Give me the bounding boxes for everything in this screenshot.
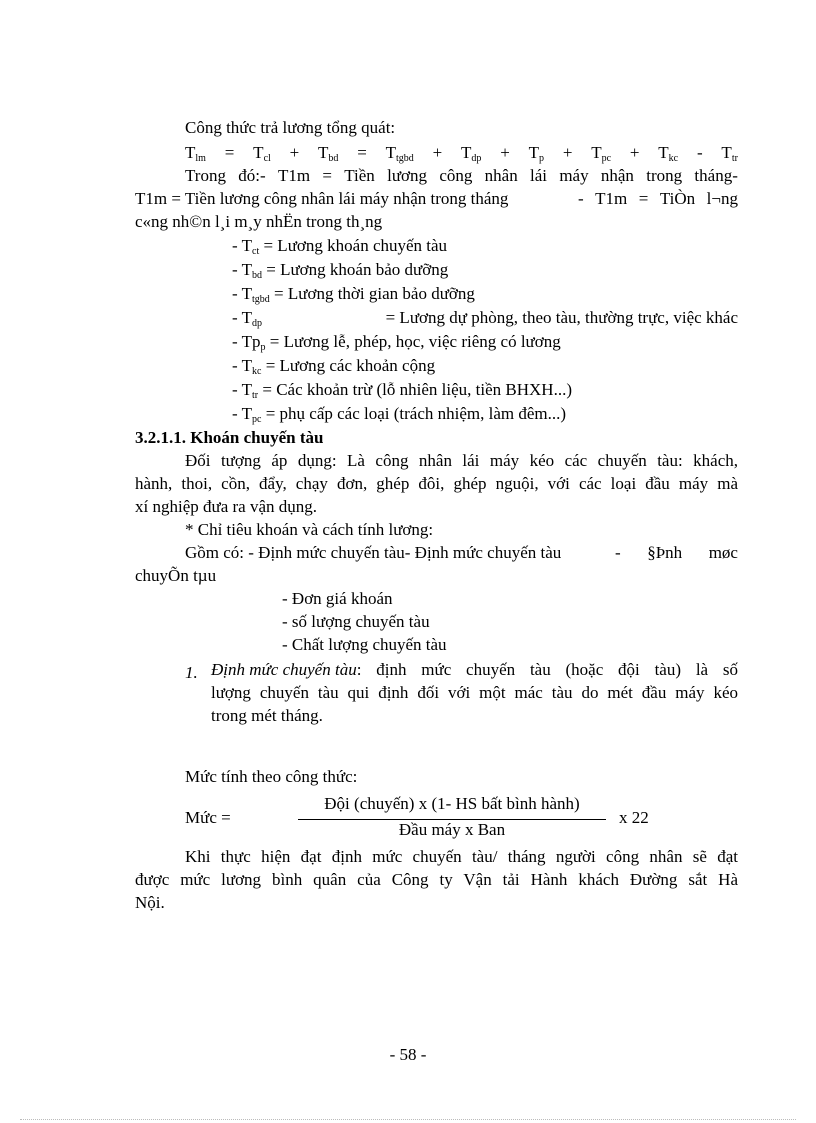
word: = [322,166,332,185]
formula-t6: $T_{pc}$ [591,143,612,164]
word: lái [530,166,548,185]
numbered-term: Định mức chuyến tàu [211,660,357,679]
word: Trong [185,166,226,185]
muc-intro: Mức tính theo công thức: [185,767,358,786]
section-heading: 3.2.1.1. Khoán chuyến tàu [135,428,324,447]
word: T1m [595,189,628,208]
muc-numerator: Đội (chuyến) x (1- HS bất bình hành) [324,794,580,813]
formula-t8: $T_{tr}$ [721,143,738,164]
formula-minus: - [696,143,703,162]
formula-t2: $T_{bd}$ [318,143,339,164]
definition-item: - $T_{tr}$ = Các khoản trừ (lỗ nhiên liệu, tiền BHXH...) [232,380,572,401]
formula-eq: = [357,143,367,162]
numbered-line-3: trong mét tháng. [211,706,323,725]
word: máy [559,166,589,185]
formula-t4: $T_{dp}$ [461,143,482,164]
word: đó:- [238,166,266,185]
word: lương [387,166,428,185]
trong-do-line-2-right [578,188,738,210]
word: nhân [484,166,518,185]
numbered-line-1-rest: : định mức chuyến tàu (hoặc đội tàu) là số [356,660,738,679]
definition-item: - $T_{dp}$ = Lương dự phòng, theo tàu, thường trực, việc khác [232,308,738,329]
component-item: - Chất lượng chuyến tàu [282,635,447,654]
chi-tieu-heading: * Chỉ tiêu khoán và cách tính lương: [185,520,434,539]
footer-divider [20,1119,796,1120]
trong-do-line-3: c«ng nh©n l¸i m¸y nhËn trong th¸ng [135,212,383,231]
formula-t1: $T_{cl}$ [253,143,271,164]
numbered-line-2: lượng chuyến tàu qui định đối với một mác tàu do mét đầu máy kéo [211,683,738,702]
definition-item: - $T_{pc}$ = phụ cấp các loại (trách nhiệm, làm đêm...) [232,404,567,425]
formula-t5: $T_p$ [528,143,544,164]
muc-denominator: Đầu máy x Ban [398,820,506,839]
definition-item: - $T_{ct}$ = Lương khoán chuyến tàu [232,236,448,257]
definition-item: - $T_{bd}$ = Lương khoán bảo dưỡng [232,260,449,281]
word: tháng- [694,166,738,185]
word: T1m [277,166,311,185]
trong-do-line-1 [185,165,738,187]
formula-t7: $T_{kc}$ [658,143,679,164]
word: - [615,543,621,562]
formula-lhs: $T_{lm}$ [185,143,206,164]
definition-item: - $T_{tgbd}$ = Lương thời gian bảo dưỡng [232,284,475,305]
formula-plus: + [500,143,510,162]
word: công [439,166,473,185]
component-item: - Đơn giá khoán [282,589,393,608]
formula-plus: + [562,143,573,162]
closing-line-3: Nội. [135,893,165,912]
word: møc [708,543,738,562]
closing-line-2: được mức lương bình quân của Công ty Vận tải Hành khách Đường sắt Hà [135,870,738,889]
doi-tuong-line-2: hành, thoi, cồn, đẩy, chạy đơn, ghép đôi, ghép nguội, với các loại đầu máy mà [135,474,738,493]
general-formula [185,142,738,164]
formula-plus: + [432,143,443,162]
numbered-line-1 [211,659,738,681]
word: TiÒn [659,189,696,208]
gom-co-left: Gồm có: - Định mức chuyến tàu- Định mức chuyến tàu [185,543,562,562]
intro-text: Công thức trả lương tổng quát: [185,118,396,137]
doi-tuong-line-1: Đối tượng áp dụng: Là công nhân lái máy kéo các chuyến tàu: khách, [185,451,738,470]
numbered-marker: 1. [185,663,198,682]
muc-label: Mức = [185,808,231,827]
formula-t3: $T_{tgbd}$ [385,143,414,164]
formula-plus: + [289,143,300,162]
formula-plus: + [629,143,640,162]
muc-multiplier: x 22 [619,808,649,827]
trong-do-line-2-left: T1m = Tiền lương công nhân lái máy nhận trong tháng [135,189,509,208]
definition-item: - $Tp_p$ = Lương lễ, phép, học, việc riêng có lương [232,332,561,353]
word: nhận [600,166,634,185]
component-item: - số lượng chuyến tàu [282,612,430,631]
page-number: - 58 - [389,1045,427,1064]
word: §Þnh [647,543,683,562]
gom-co-line-2: chuyÕn tµu [135,566,217,585]
word: Tiền [344,166,375,185]
word: = [638,189,649,208]
word: trong [646,166,683,185]
closing-line-1: Khi thực hiện đạt định mức chuyến tàu/ tháng người công nhân sẽ đạt [185,847,738,866]
formula-eq: = [224,143,235,162]
word: - [578,189,584,208]
gom-co-right [615,542,738,564]
word: l¬ng [706,189,738,208]
definition-item: - $T_{kc}$ = Lương các khoản cộng [232,356,436,377]
doi-tuong-line-3: xí nghiệp đưa ra vận dụng. [135,497,318,516]
